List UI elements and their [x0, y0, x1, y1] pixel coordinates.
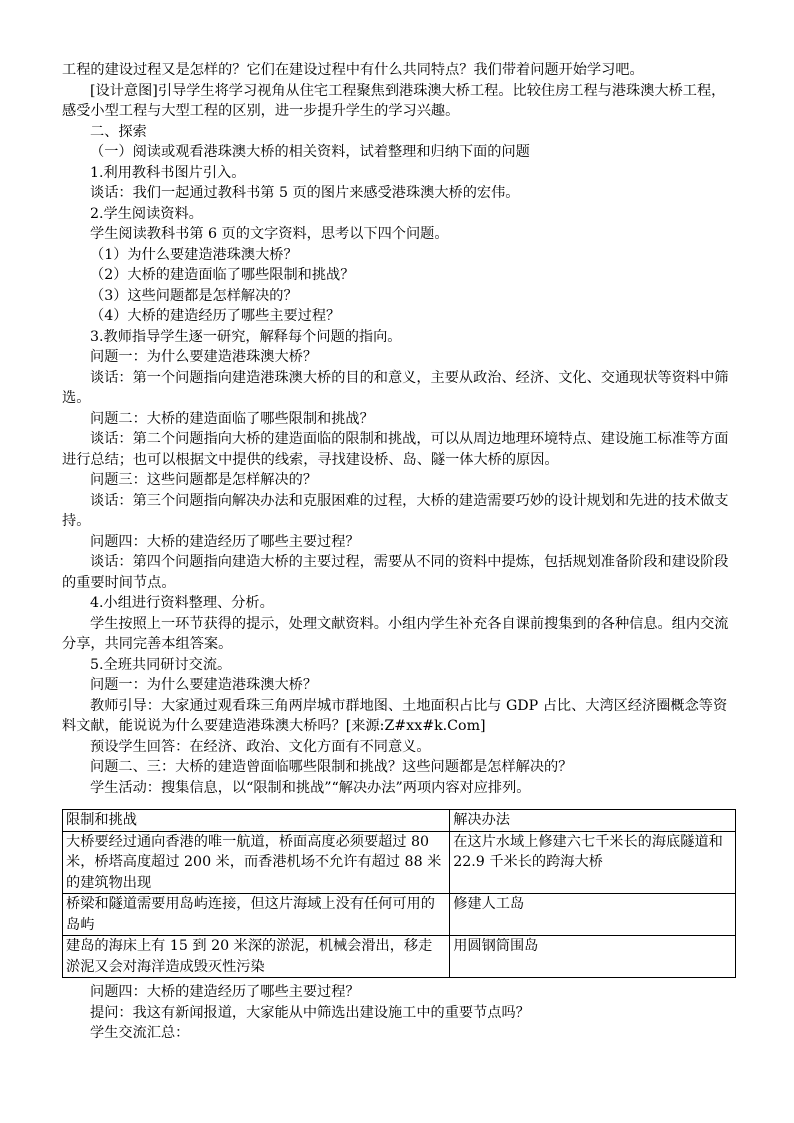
question-item: （3）这些问题都是怎样解决的？ [90, 287, 298, 304]
table-cell: 大桥要经过通向香港的唯一航道，桥面高度必须要超过 80 米，桥塔高度超过 200 米，而香港机场不允许有超过 88 米的建筑物出现 [63, 831, 450, 894]
question-heading: 问题四：大桥的建造经历了哪些主要过程？ [90, 984, 360, 1000]
question-heading: 问题一：为什么要建造港珠澳大桥？ [90, 677, 318, 693]
question-heading: 问题二、三：大桥的建造曾面临哪些限制和挑战？这些问题都是怎样解决的？ [90, 759, 573, 775]
body-text [62, 60, 738, 798]
table-header-cell: 解决办法 [450, 810, 736, 832]
paragraph: 学生阅读教科书第 6 页的文字资料，思考以下四个问题。 [90, 226, 449, 242]
table-cell: 桥梁和隧道需要用岛屿连接，但这片海域上没有任何可用的岛屿 [63, 894, 450, 936]
subsection-heading: （一）阅读或观看港珠澳大桥的相关资料，试着整理和归纳下面的问题 [90, 144, 530, 160]
paragraph: 谈话：第一个问题指向建造港珠澳大桥的目的和意义，主要从政治、经济、文化、交通现状等资料中筛选。 [62, 369, 729, 406]
paragraph: 谈话：第二个问题指向大桥的建造面临的限制和挑战，可以从周边地理环境特点、建设施工标准等方面进行总结；也可以根据文中提供的线索，寻找建设桥、岛、隧一体大桥的原因。 [62, 431, 729, 468]
question-item: （1）为什么要建造港珠澳大桥？ [90, 246, 298, 263]
paragraph: 学生交流汇总： [90, 1025, 190, 1041]
paragraph: 预设学生回答：在经济、政治、文化方面有不同意义。 [90, 738, 431, 755]
paragraph: 提问：我这有新闻报道，大家能从中筛选出建设施工中的重要节点吗？ [90, 1004, 530, 1021]
question-heading: 问题二：大桥的建造面临了哪些限制和挑战？ [90, 410, 374, 427]
table-header-cell: 限制和挑战 [63, 810, 450, 832]
paragraph: 教师引导：大家通过观看珠三角两岸城市群地图、土地面积占比与 GDP 占比、大湾区经济圈概念等资料文献，能说说为什么要建造港珠澳大桥吗？[来源:Z#xx#k.Com] [62, 697, 728, 734]
paragraph: 谈话：第三个问题指向解决办法和克服困难的过程，大桥的建造需要巧妙的设计规划和先进的技术做支持。 [62, 492, 729, 529]
question-heading: 问题四：大桥的建造经历了哪些主要过程？ [90, 533, 360, 550]
paragraph: 谈话：我们一起通过教科书第 5 页的图片来感受港珠澳大桥的宏伟。 [90, 185, 520, 201]
table-row [63, 936, 736, 978]
paragraph: 学生活动：搜集信息，以“限制和挑战”“解决办法”两项内容对应排列。 [90, 779, 531, 796]
table-row [63, 831, 736, 894]
paragraph: 谈话：第四个问题指向建造大桥的主要过程，需要从不同的资料中提炼，包括规划准备阶段和建设阶段的重要时间节点。 [62, 554, 729, 591]
paragraph: 5.全班共同研讨交流。 [90, 656, 232, 673]
table-cell: 在这片水域上修建六七千米长的海底隧道和 22.9 千米长的跨海大桥 [450, 831, 736, 894]
table-cell: 建岛的海床上有 15 到 20 米深的淤泥，机械会滑出，移走淤泥又会对海洋造成毁灭性污染 [63, 936, 450, 978]
paragraph: 3.教师指导学生逐一研究，解释每个问题的指向。 [90, 328, 402, 345]
paragraph: 2.学生阅读资料。 [90, 205, 203, 222]
question-item: （2）大桥的建造面临了哪些限制和挑战？ [90, 267, 355, 283]
question-heading: 问题三：这些问题都是怎样解决的？ [90, 472, 318, 488]
paragraph: 学生按照上一环节获得的提示，处理文献资料。小组内学生补充各自课前搜集到的各种信息。组内交流分享，共同完善本组答案。 [62, 615, 729, 652]
paragraph: 工程的建设过程又是怎样的？它们在建设过程中有什么共同特点？我们带着问题开始学习吧。 [62, 62, 644, 78]
table-cell: 用圆钢筒围岛 [450, 936, 736, 978]
paragraph: 4.小组进行资料整理、分析。 [90, 595, 274, 611]
design-intent-paragraph: [设计意图]引导学生将学习视角从住宅工程聚焦到港珠澳大桥工程。比较住房工程与港珠澳大桥工程，感受小型工程与大型工程的区别，进一步提升学生的学习兴趣。 [62, 82, 726, 119]
body-text-after-table [62, 982, 738, 1044]
section-heading: 二、探索 [90, 123, 147, 140]
challenges-solutions-table [62, 809, 736, 978]
table-cell: 修建人工岛 [450, 894, 736, 936]
question-item: （4）大桥的建造经历了哪些主要过程？ [90, 308, 341, 324]
paragraph: 1.利用教科书图片引入。 [90, 164, 246, 181]
table-row [63, 894, 736, 936]
question-heading: 问题一：为什么要建造港珠澳大桥？ [90, 349, 318, 365]
table-header-row [63, 810, 736, 832]
